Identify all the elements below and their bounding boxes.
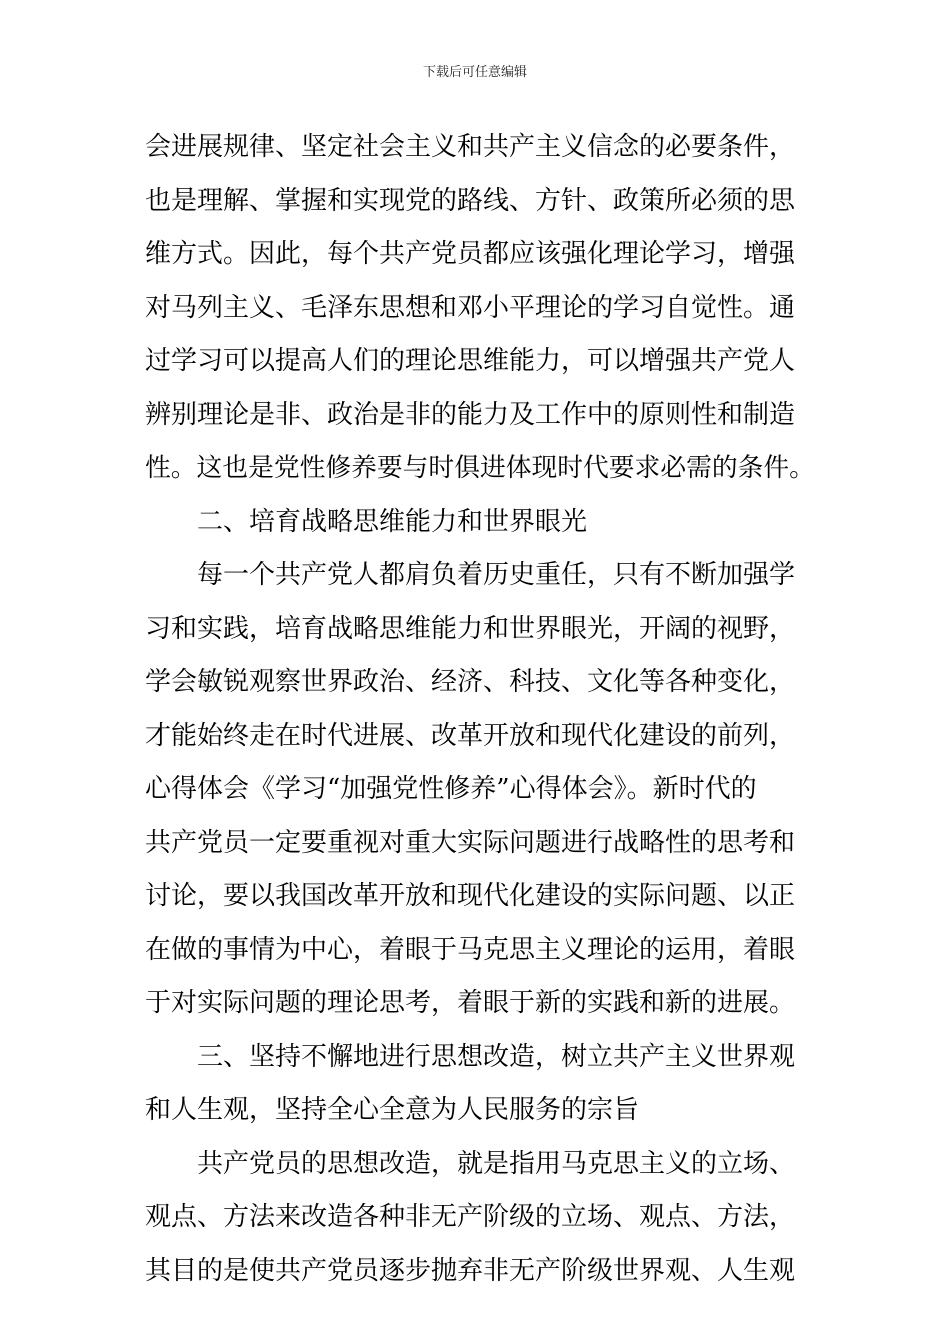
- body-text-line: 过学习可以提高人们的理论思维能力，可以增强共产党人: [145, 346, 796, 376]
- body-text-line: 在做的事情为中心，着眼于马克思主义理论的运用，着眼: [145, 934, 796, 965]
- body-text-line: 观点、方法来改造各种非无产阶级的立场、观点、方法，: [145, 1202, 796, 1232]
- body-text-line: 每一个共产党人都肩负着历史重任，只有不断加强学: [197, 560, 796, 590]
- body-text-line: 三、坚持不懈地进行思想改造，树立共产主义世界观: [197, 1041, 796, 1072]
- body-text-line: 共产党员的思想改造，就是指用马克思主义的立场、: [197, 1148, 796, 1179]
- body-text-line: 习和实践，培育战略思维能力和世界眼光，开阔的视野，: [145, 613, 796, 644]
- body-text-line: 会进展规律、坚定社会主义和共产主义信念的必要条件，: [145, 132, 796, 162]
- body-text-line: 二、培育战略思维能力和世界眼光: [197, 506, 588, 537]
- body-text-line: 于对实际问题的理论思考，着眼于新的实践和新的进展。: [145, 988, 796, 1018]
- body-text-line: 辨别理论是非、政治是非的能力及工作中的原则性和制造: [145, 399, 796, 430]
- body-text-line: 才能始终走在时代进展、改革开放和现代化建设的前列，: [145, 720, 796, 751]
- page-header-note: 下载后可任意编辑: [422, 65, 527, 80]
- body-text-line: 心得体会《学习“加强党性修养”心得体会》。新时代的: [145, 774, 757, 804]
- document-body: [145, 121, 815, 1298]
- body-text-line: 对马列主义、毛泽东思想和邓小平理论的学习自觉性。通: [145, 292, 796, 323]
- body-text-line: 和人生观，坚持全心全意为人民服务的宗旨: [145, 1095, 640, 1125]
- body-text-line: 共产党员一定要重视对重大实际问题进行战略性的思考和: [145, 827, 796, 858]
- body-text-line: 学会敏锐观察世界政治、经济、科技、文化等各种变化，: [145, 667, 796, 697]
- body-text-line: 也是理解、掌握和实现党的路线、方针、政策所必须的思: [145, 185, 796, 216]
- body-text-line: 讨论，要以我国改革开放和现代化建设的实际问题、以正: [145, 881, 796, 911]
- body-text-line: 维方式。因此，每个共产党员都应该强化理论学习，增强: [145, 239, 796, 269]
- body-text-line: 其目的是使共产党员逐步抛弃非无产阶级世界观、人生观: [145, 1255, 796, 1286]
- body-text-line: 性。这也是党性修养要与时俱进体现时代要求必需的条件。: [145, 453, 815, 483]
